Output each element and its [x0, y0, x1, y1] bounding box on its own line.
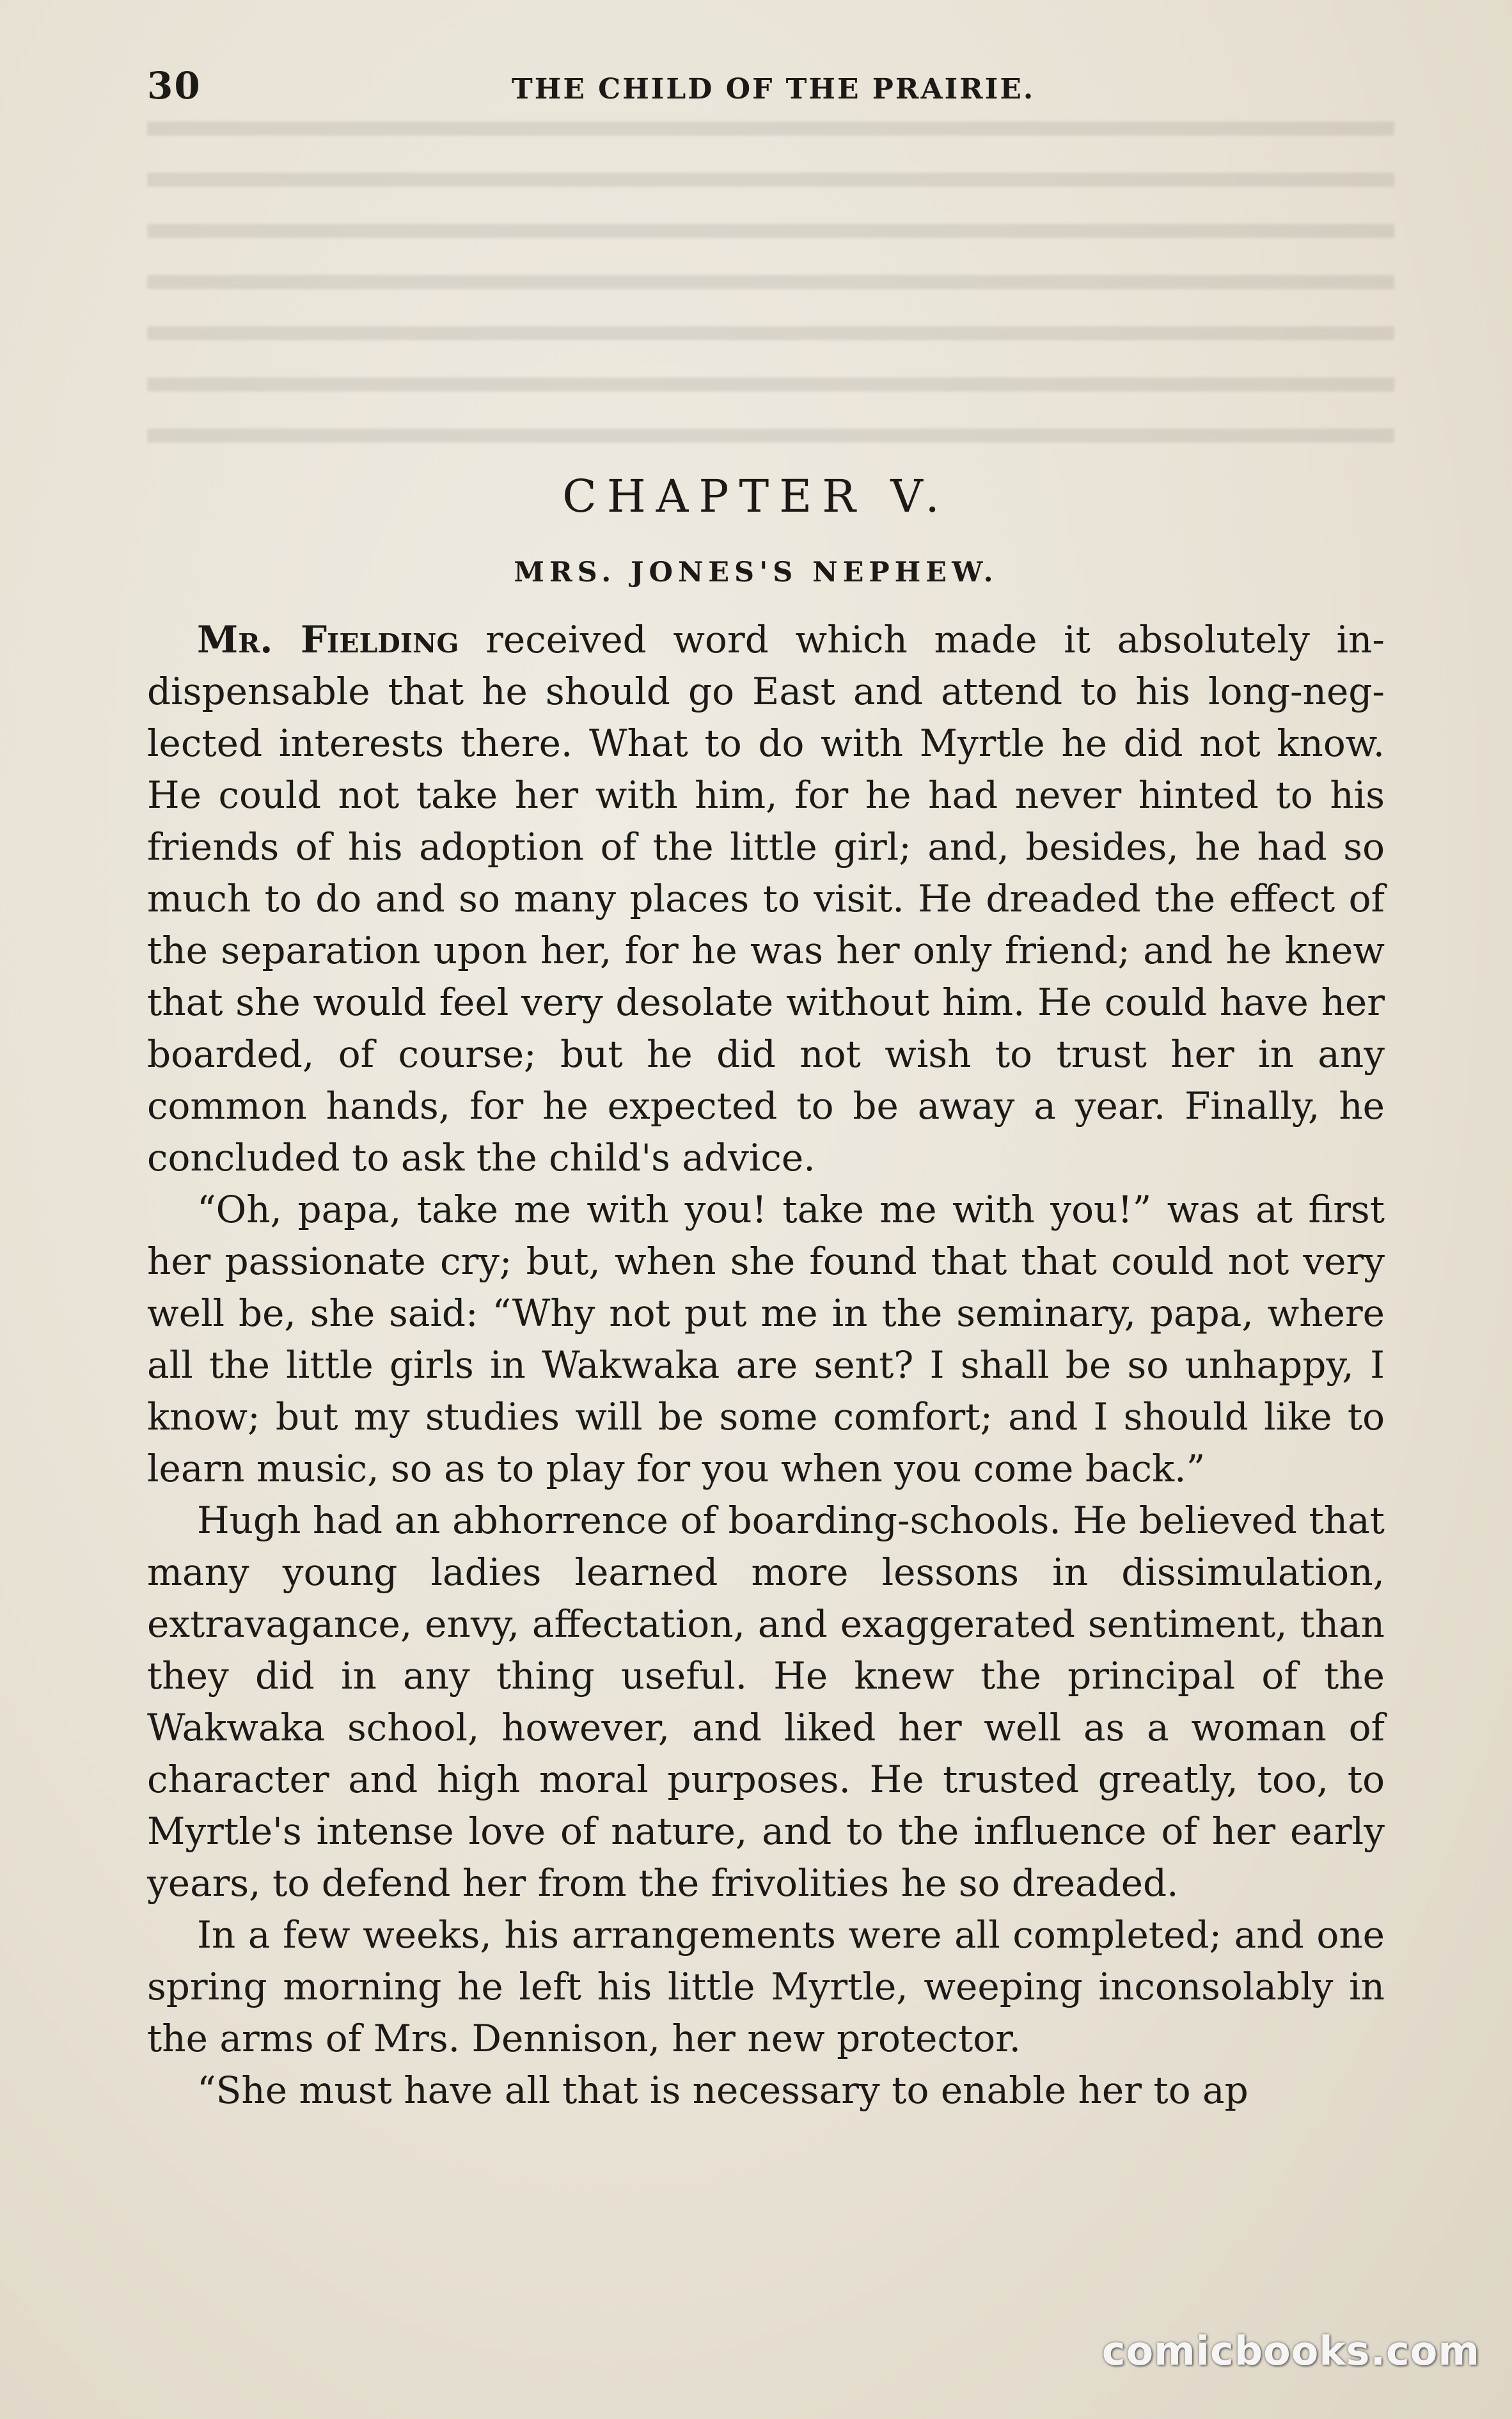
paragraph [147, 1184, 1385, 1495]
paragraph-text: received word which made it absolutely indispensable that he should go East and attend to his long-neglected interests there. What to do with Myrtle he did not know. He could not take her with him, for he had never hinted to his friends of his adoption of the little girl; and, besides, he had so much to do and so many places to visit. He dreaded the effect of the separation upon her, for he was her only friend; and he knew that she would feel very desolate without him. He could have her boarded, of course; but he did not wish to trust her in any common hands, for he expected to be away a year. Finally, he concluded to ask the child's advice. [147, 618, 1385, 1179]
paragraph [147, 1495, 1385, 1909]
page-number: 30 [147, 64, 201, 107]
paragraph-text: In a few weeks, his arrangements were all completed; and one spring morning he left his little Myrtle, weeping inconsolably in the arms of Mrs. Dennison, her new protector. [147, 1913, 1385, 2060]
paragraph-text: “She must have all that is necessary to enable her to ap [197, 2068, 1248, 2112]
paragraph-text: Hugh had an abhorrence of boarding-schools. He believed that many young ladies learned more lessons in dissimulation, extravagance, envy, affectation, and exaggerated sentiment, than they did in any thing useful. He knew the principal of the Wakwaka school, however, and liked her well as a woman of character and high moral purposes. He trusted greatly, too, to Myrtle's intense love of nature, and to the influence of her early years, to defend her from the frivolities he so dreaded. [147, 1499, 1385, 1905]
bleed-through-text [147, 122, 1394, 480]
page-header [147, 64, 1394, 115]
paragraph [147, 1909, 1385, 2065]
watermark: comicbooks.com [1101, 2328, 1480, 2374]
paragraph [147, 2065, 1385, 2116]
paragraph-text: “Oh, papa, take me with you! take me with you!” was at first her passionate cry; but, when she found that that could not very well be, she said: “Why not put me in the seminary, papa, where all the little girls in Wakwaka are sent? I shall be so unhappy, I know; but my studies will be some comfort; and I should like to learn music, so as to play for you when you come back.” [147, 1188, 1385, 1490]
chapter-title: CHAPTER V. [562, 470, 950, 523]
paragraph-lead: Mr. Fielding [197, 618, 459, 661]
paragraph [147, 614, 1385, 1184]
chapter-subtitle: MRS. JONES'S NEPHEW. [514, 556, 998, 588]
body-text [147, 614, 1385, 2116]
running-head: THE CHILD OF THE PRAIRIE. [512, 73, 1036, 106]
